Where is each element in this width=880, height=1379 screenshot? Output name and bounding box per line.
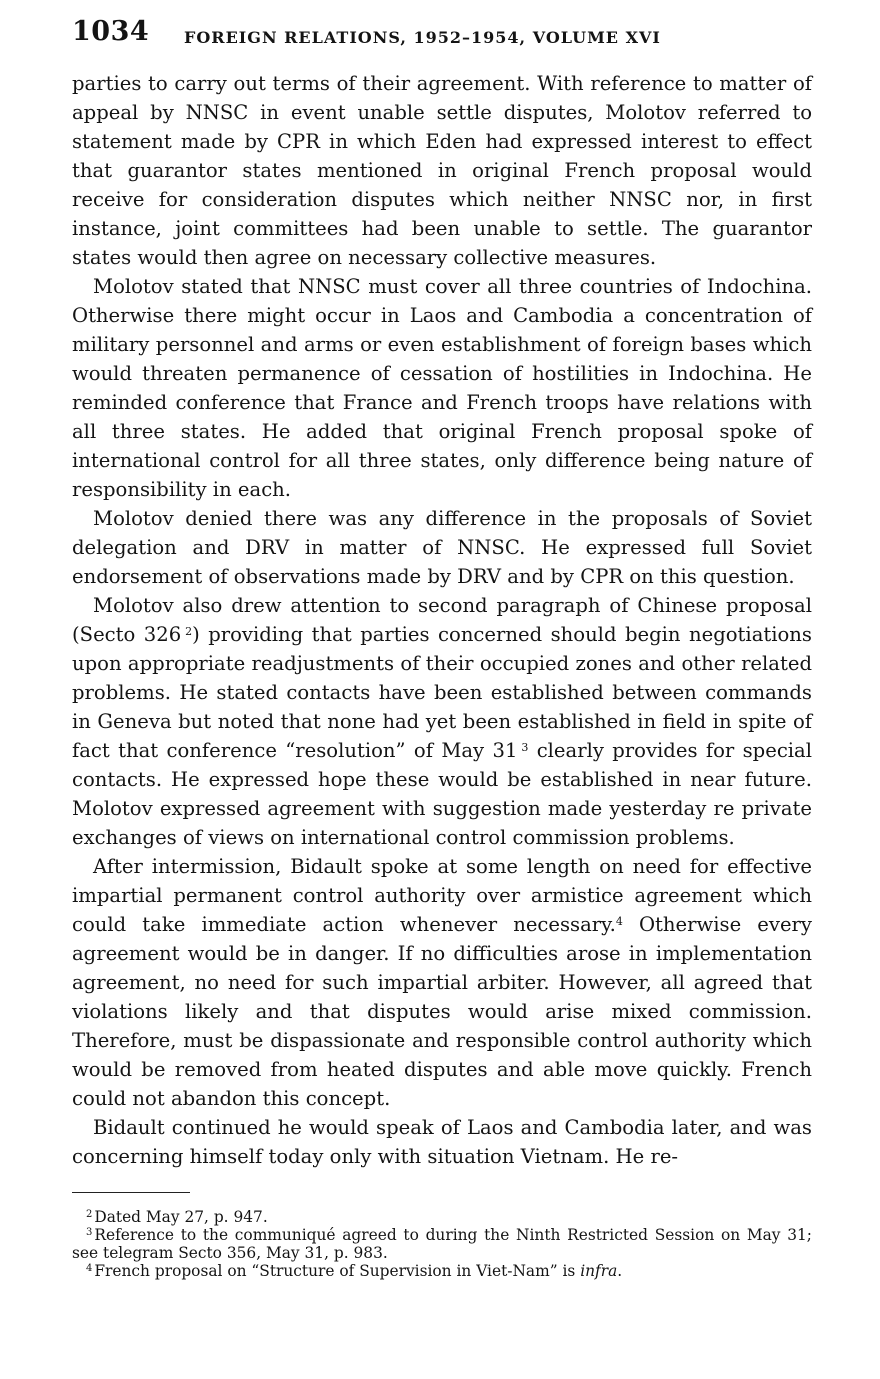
paragraph-text: Otherwise every agreement would be in danger. If no difficulties arose in implementation agreement, no need for such impartial arbiter. However, all agreed that violations likely and that disputes would arise mixed commission. Therefore, must be dispassionate and responsible control authority which would be removed from heated disputes and able move quickly. French could not abandon this concept. (72, 913, 812, 1110)
paragraph: parties to carry out terms of their agreement. With reference to matter of appeal by NNSC in event unable settle disputes, Molotov referred to statement made by CPR in which Eden had expressed interest to effect that guarantor states mentioned in original French proposal would receive for consideration disputes which neither NNSC nor, in first instance, joint committees had been unable to settle. The guarantor states would then agree on necessary collective measures. (72, 72, 812, 269)
footnote-number: 4 (86, 1263, 93, 1274)
footnote-ref: 4 (615, 915, 623, 928)
page-number: 1034 (72, 16, 150, 47)
footnote-number: 2 (86, 1209, 93, 1220)
footnote-number: 3 (86, 1227, 93, 1238)
paragraph-text: ) providing that parties concerned should begin negotiations upon appropriate readjustments of their occupied zones and other related problems. He stated contacts have been established between commands in Geneva but noted that none had yet been established in field in spite of fact that conference “resolution” of May 31 (72, 623, 812, 762)
footnote-text: . (617, 1262, 623, 1280)
paragraph (72, 591, 812, 852)
document-page (72, 14, 812, 1280)
footnote-divider (72, 1192, 190, 1193)
footnote (72, 1208, 812, 1226)
paragraph: Molotov stated that NNSC must cover all three countries of Indochina. Otherwise there might occur in Laos and Cambodia a concentration of military personnel and arms or even establishment of foreign bases which would threaten permanence of cessation of hostilities in Indochina. He reminded conference that France and French troops have relations with all three states. He added that original French proposal spoke of international control for all three states, only difference being nature of responsibility in each. (72, 275, 812, 501)
paragraph (72, 852, 812, 1113)
footnote-italic: infra (580, 1262, 618, 1280)
footnote-ref: 2 (185, 625, 193, 638)
paragraph-text: After intermission, Bidault spoke at some length on need for effective impartial permanent control authority over armistice agreement which could take immediate action whenever necessary. (72, 855, 812, 936)
footnote-text: French proposal on “Structure of Supervision in Viet-Nam” is (94, 1262, 581, 1280)
body-text (72, 69, 812, 1171)
paragraph: Bidault continued he would speak of Laos and Cambodia later, and was concerning himself today only with situation Vietnam. He re- (72, 1116, 812, 1168)
paragraph-text: Molotov also drew attention to second paragraph of Chinese proposal (Secto 326 (72, 594, 812, 646)
footnote-ref: 3 (521, 741, 529, 754)
footnote (72, 1262, 812, 1280)
footnote-text: Dated May 27, p. 947. (94, 1208, 268, 1226)
page-header (72, 14, 812, 58)
paragraph: Molotov denied there was any difference in the proposals of Soviet delegation and DRV in matter of NNSC. He expressed full Soviet endorsement of observations made by DRV and by CPR on this question. (72, 507, 812, 588)
footnotes (72, 1208, 812, 1280)
running-head: FOREIGN RELATIONS, 1952–1954, VOLUME XVI (184, 28, 661, 47)
footnote-text: Reference to the communiqué agreed to during the Ninth Restricted Session on May 31; see telegram Secto 356, May 31, p. 983. (72, 1226, 812, 1262)
footnote (72, 1226, 812, 1262)
paragraph-text: clearly provides for special contacts. He expressed hope these would be established in near future. Molotov expressed agreement with suggestion made yesterday re private exchanges of views on international control commission problems. (72, 739, 813, 849)
